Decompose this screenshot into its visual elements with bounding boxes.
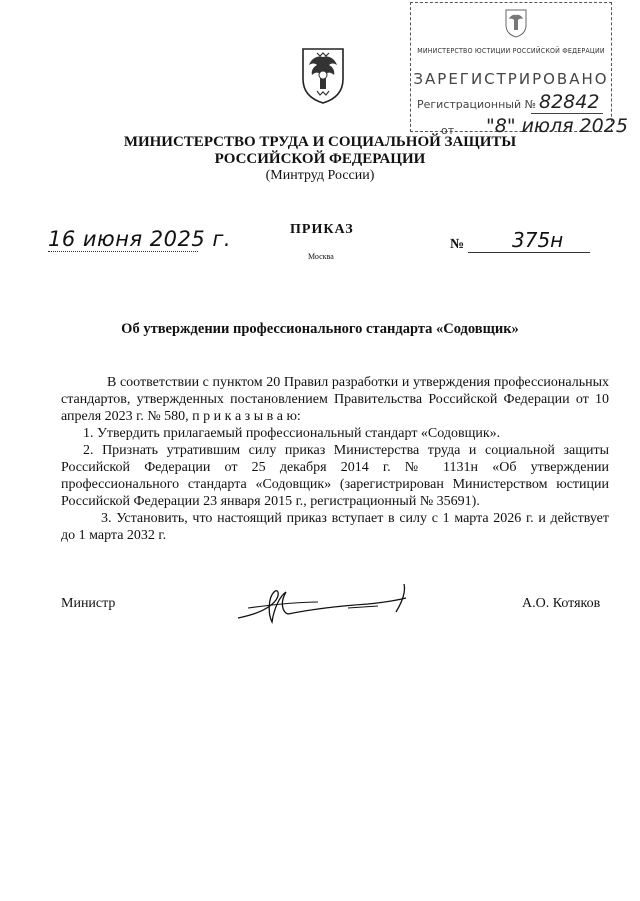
stamp-ministry-name: МИНИСТЕРСТВО ЮСТИЦИИ РОССИЙСКОЙ ФЕДЕРАЦИИ	[417, 47, 605, 55]
ministry-name: МИНИСТЕРСТВО ТРУДА И СОЦИАЛЬНОЙ ЗАЩИТЫ РОССИЙСКОЙ ФЕДЕРАЦИИ	[123, 134, 517, 167]
order-subject: Об утверждении профессионального стандарта «Содовщик»	[121, 321, 519, 337]
registration-stamp	[410, 2, 628, 137]
order-body	[61, 374, 609, 544]
stamp-reg-number-line	[531, 113, 603, 114]
stamp-date-label: от	[441, 124, 455, 137]
signatory-name: А.О. Котяков	[522, 596, 601, 611]
body-item-3: 3. Установить, что настоящий приказ вступает в силу с 1 марта 2026 г. и действует до 1 марта 2032 г.	[61, 511, 609, 543]
stamp-reg-number: 82842	[539, 91, 600, 113]
stamp-emblem-icon	[503, 7, 529, 39]
order-date-underline	[48, 251, 198, 252]
stamp-status: ЗАРЕГИСТРИРОВАНО	[413, 70, 609, 88]
order-number: 375н	[512, 228, 564, 252]
order-number-underline	[468, 252, 590, 253]
coat-of-arms-icon	[297, 45, 349, 105]
handwritten-signature	[228, 578, 428, 628]
stamp-reg-number-label: Регистрационный №	[417, 98, 537, 111]
body-paragraph-preamble: В соответствии с пунктом 20 Правил разработки и утверждения профессиональных стандартов, утвержденных постановлением Правительства Российской Федерации от 10 апреля 2023 г. № 580, п р и к а з ы в а ю:	[61, 375, 609, 424]
body-item-1: 1. Утвердить прилагаемый профессиональный стандарт «Содовщик».	[83, 426, 501, 441]
order-city: Москва	[308, 252, 334, 261]
order-number-label: №	[450, 237, 465, 252]
ministry-short-name: (Минтруд России)	[265, 168, 375, 183]
stamp-date: "8" июля 2025	[486, 115, 628, 137]
body-item-2: 2. Признать утратившим силу приказ Министерства труда и социальной защиты Российской Федерации от 25 декабря 2014 г. № 1131н «Об утверждении профессионального стандарта «Содовщик» (зарегистрирован Министерством юстиции Российской Федерации 23 января 2015 г., регистрационный № 35691).	[61, 443, 609, 509]
order-title: ПРИКАЗ	[290, 222, 354, 237]
signatory-title: Министр	[61, 596, 116, 611]
order-date: 16 июня 2025 г.	[48, 227, 232, 251]
